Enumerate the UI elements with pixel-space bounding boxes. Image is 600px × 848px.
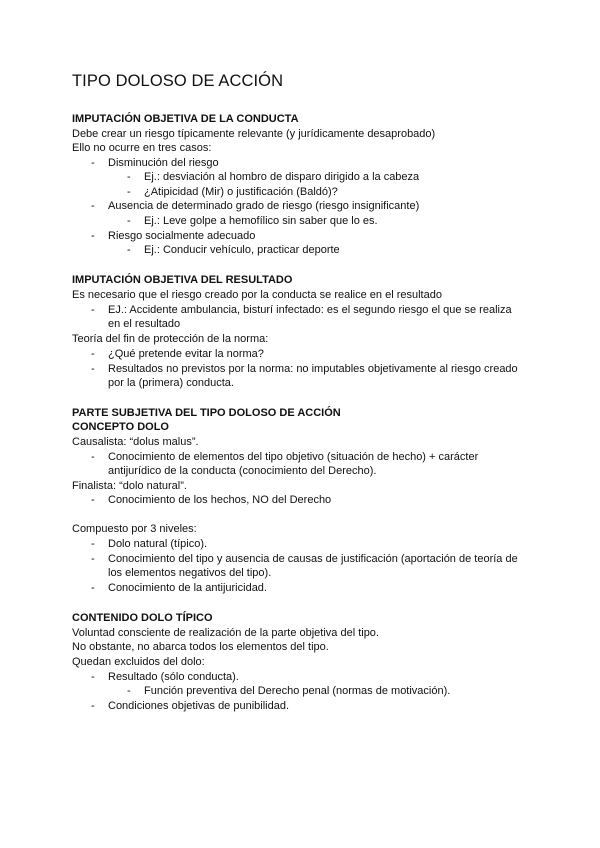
- section-subheading: CONCEPTO DOLO: [72, 421, 169, 433]
- paragraph: Debe crear un riesgo típicamente relevante (y jurídicamente desaprobado): [72, 128, 436, 140]
- bullet-dash: -: [91, 348, 95, 360]
- list-item: Conocimiento del tipo y ausencia de causas de justificación (aportación de teoría de: [108, 553, 518, 565]
- bullet-dash: -: [91, 200, 95, 212]
- list-item: EJ.: Accidente ambulancia, bisturí infectado: es el segundo riesgo el que se realiza: [108, 304, 512, 316]
- paragraph: Finalista: “dolo natural”.: [72, 480, 187, 492]
- section-heading: PARTE SUBJETIVA DEL TIPO DOLOSO DE ACCIÓN: [72, 407, 341, 419]
- list-item: Ej.: desviación al hombro de disparo dirigido a la cabeza: [144, 171, 420, 183]
- paragraph: Voluntad consciente de realización de la parte objetiva del tipo.: [72, 627, 379, 639]
- bullet-dash: -: [91, 494, 95, 506]
- bullet-dash: -: [91, 700, 95, 712]
- list-item: Conocimiento de la antijuricidad.: [108, 582, 267, 594]
- paragraph: Teoría del fin de protección de la norma:: [72, 333, 269, 345]
- bullet-dash: -: [91, 538, 95, 550]
- list-item-continued: en el resultado: [108, 318, 181, 330]
- page-title: TIPO DOLOSO DE ACCIÓN: [72, 72, 284, 90]
- list-item: Resultado (sólo conducta).: [108, 671, 239, 683]
- bullet-dash: -: [91, 363, 95, 375]
- bullet-dash: -: [127, 215, 131, 227]
- bullet-dash: -: [91, 553, 95, 565]
- paragraph: Ello no ocurre en tres casos:: [72, 142, 212, 154]
- bullet-dash: -: [127, 171, 131, 183]
- list-item-continued: antijurídico de la conducta (conocimiento del Derecho).: [108, 465, 377, 477]
- paragraph: Compuesto por 3 niveles:: [72, 523, 197, 535]
- bullet-dash: -: [91, 582, 95, 594]
- list-item: Función preventiva del Derecho penal (normas de motivación).: [144, 685, 451, 697]
- list-item-continued: por la (primera) conducta.: [108, 377, 234, 389]
- list-item: Resultados no previstos por la norma: no imputables objetivamente al riesgo creado: [108, 363, 518, 375]
- bullet-dash: -: [127, 186, 131, 198]
- paragraph: Es necesario que el riesgo creado por la conducta se realice en el resultado: [72, 289, 442, 301]
- bullet-dash: -: [91, 304, 95, 316]
- paragraph: Causalista: “dolus malus”.: [72, 436, 199, 448]
- list-item: Dolo natural (típico).: [108, 538, 208, 550]
- bullet-dash: -: [127, 244, 131, 256]
- list-item: Conocimiento de elementos del tipo objetivo (situación de hecho) + carácter: [108, 451, 479, 463]
- bullet-dash: -: [91, 451, 95, 463]
- list-item-continued: los elementos negativos del tipo).: [108, 567, 272, 579]
- list-item: Conocimiento de los hechos, NO del Derecho: [108, 494, 332, 506]
- bullet-dash: -: [91, 157, 95, 169]
- bullet-dash: -: [91, 671, 95, 683]
- list-item: Ej.: Conducir vehículo, practicar deporte: [144, 244, 340, 256]
- list-item: ¿Qué pretende evitar la norma?: [108, 348, 264, 360]
- paragraph: No obstante, no abarca todos los elementos del tipo.: [72, 641, 329, 653]
- bullet-dash: -: [91, 230, 95, 242]
- list-item: Ej.: Leve golpe a hemofílico sin saber que lo es.: [144, 215, 378, 227]
- list-item: ¿Atipicidad (Mir) o justificación (Baldó)?: [144, 186, 338, 198]
- list-item: Ausencia de determinado grado de riesgo (riesgo insignificante): [108, 200, 420, 212]
- list-item: Riesgo socialmente adecuado: [108, 230, 256, 242]
- paragraph: Quedan excluidos del dolo:: [72, 656, 205, 668]
- list-item: Disminución del riesgo: [108, 157, 219, 169]
- list-item: Condiciones objetivas de punibilidad.: [108, 700, 290, 712]
- section-heading: IMPUTACIÓN OBJETIVA DE LA CONDUCTA: [72, 113, 299, 125]
- section-heading: IMPUTACIÓN OBJETIVA DEL RESULTADO: [72, 274, 293, 286]
- section-heading: CONTENIDO DOLO TÍPICO: [72, 612, 213, 624]
- bullet-dash: -: [127, 685, 131, 697]
